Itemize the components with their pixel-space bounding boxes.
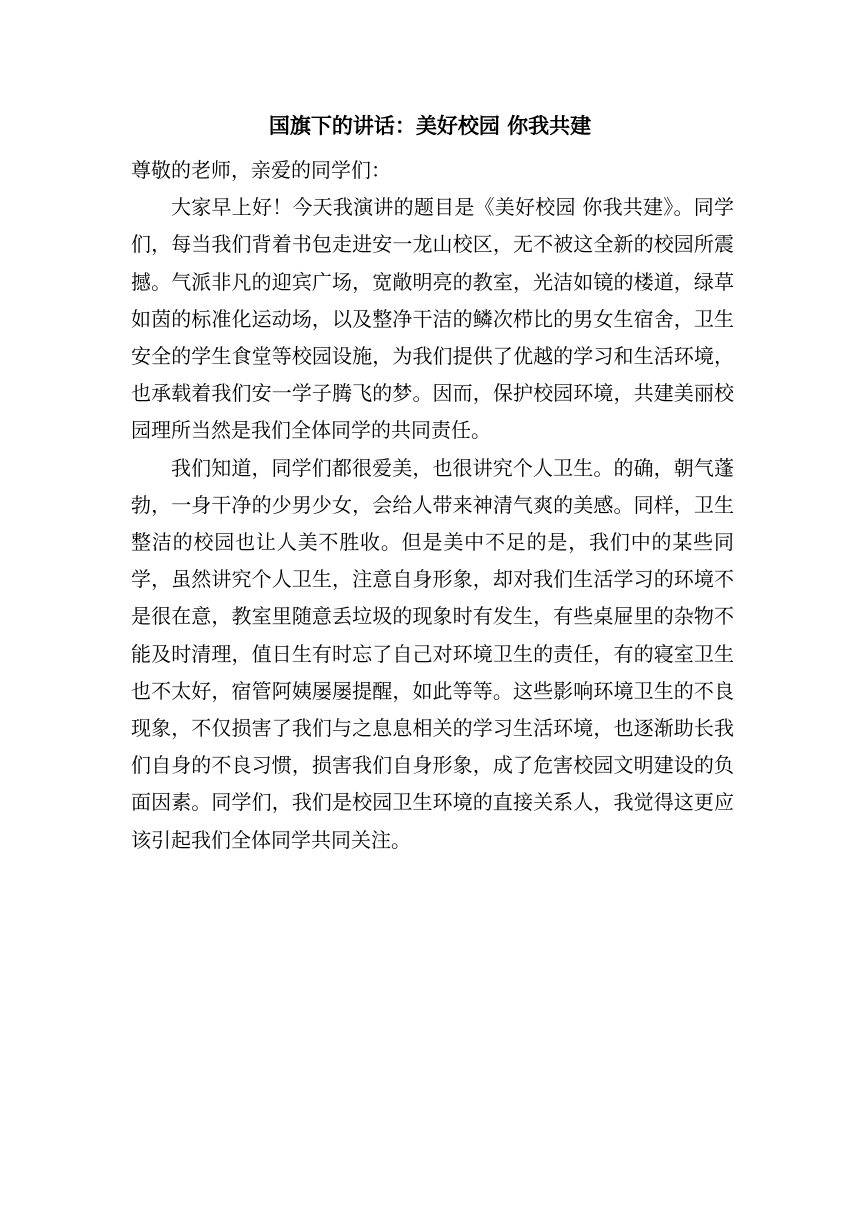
speech-body — [131, 152, 734, 859]
salutation: 尊敬的老师，亲爱的同学们： — [131, 158, 391, 182]
speech-title: 国旗下的讲话：美好校园 你我共建 — [268, 114, 592, 138]
paragraph-2: 我们知道，同学们都很爱美，也很讲究个人卫生。的确，朝气蓬勃，一身干净的少男少女，会给人带来神清气爽的美感。同样，卫生整洁的校园也让人美不胜收。但是美中不足的是，我们中的某些同学，虽然讲究个人卫生，注意自身形象，却对我们生活学习的环境不是很在意，教室里随意丢垃圾的现象时有发生，有些桌屉里的杂物不能及时清理，值日生有时忘了自己对环境卫生的责任，有的寝室卫生也不太好，宿管阿姨屡屡提醒，如此等等。这些影响环境卫生的不良现象，不仅损害了我们与之息息相关的学习生活环境，也逐渐助长我们自身的不良习惯，损害我们自身形象，成了危害校园文明建设的负面因素。同学们，我们是校园卫生环境的直接关系人，我觉得这更应该引起我们全体同学共同关注。 — [131, 455, 734, 852]
paragraph-1: 大家早上好！今天我演讲的题目是《美好校园 你我共建》。同学们，每当我们背着书包走进安一龙山校区，无不被这全新的校园所震撼。气派非凡的迎宾广场，宽敞明亮的教室，光洁如镜的楼道，绿草如茵的标准化运动场，以及整净干洁的鳞次栉比的男女生宿舍，卫生安全的学生食堂等校园设施，为我们提供了优越的学习和生活环境，也承载着我们安一学子腾飞的梦。因而，保护校园环境，共建美丽校园理所当然是我们全体同学的共同责任。 — [131, 195, 734, 443]
